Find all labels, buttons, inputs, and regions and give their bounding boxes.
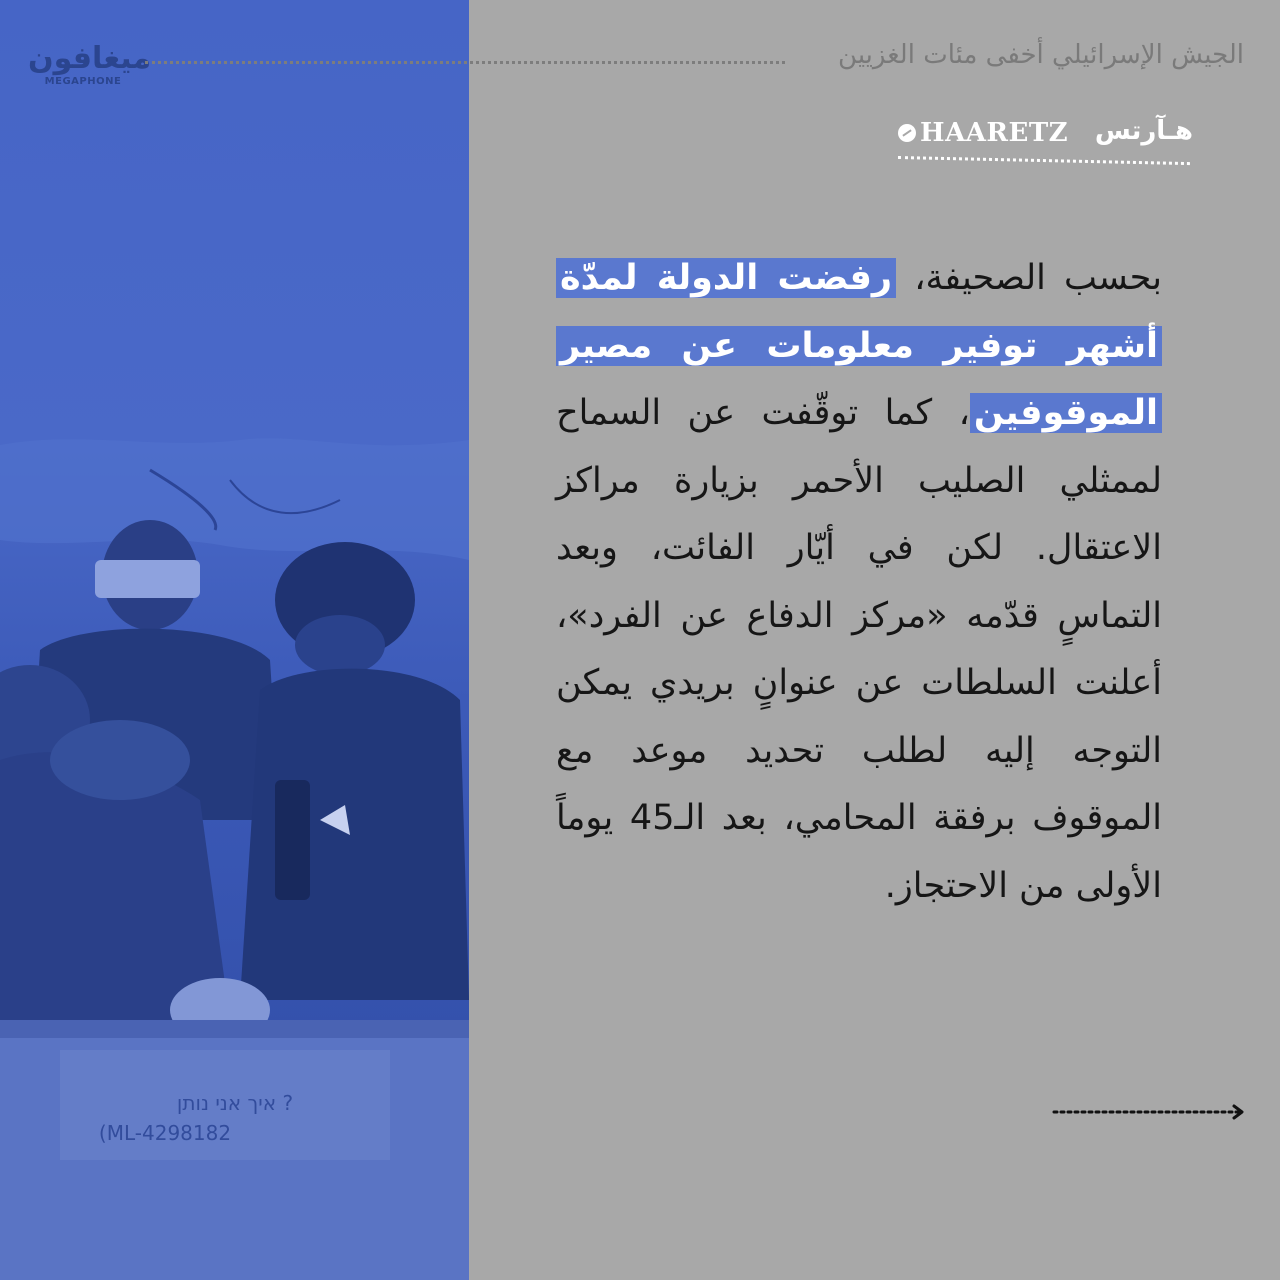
- megaphone-logo: [28, 41, 152, 102]
- paragraph-rest: ، كما توقّفت عن السماح لممثلي الصليب الأحمر بزيارة مراكز الاعتقال. لكن في أيّار الفائت، وبعد التماسٍ قدّمه «مركز الدفاع عن الفرد»، أعلنت السلطات عن عنوانٍ بريدي يمكن التوجه إليه لطلب تحديد موعد مع الموقوف برفقة المحامي، بعد الـ45 يوماً الأولى من الاحتجاز.: [556, 393, 1162, 906]
- dotted-arrow-right-icon[interactable]: [1052, 1104, 1247, 1120]
- crate-text-line1: איך אני נותן ?: [176, 1091, 294, 1115]
- article-paragraph: [556, 245, 1162, 920]
- haaretz-emblem-icon: [898, 124, 916, 142]
- haaretz-logo-english: HAARETZ: [920, 118, 1069, 148]
- paragraph-highlight: رفضت الدولة لمدّة أشهر توفير معلومات عن مصير الموقوفين: [556, 258, 1162, 433]
- haaretz-logo: [898, 118, 1068, 148]
- megaphone-logo-arabic: ميغافون: [28, 41, 152, 76]
- source-badge: [898, 112, 1193, 174]
- source-dotted-underline: [898, 156, 1190, 165]
- header-dotted-line: [145, 61, 785, 64]
- paragraph-intro: بحسب الصحيفة،: [896, 258, 1162, 298]
- crate-text-line2: (ML-4298182: [98, 1121, 232, 1145]
- megaphone-logo-english: MEGAPHONE: [44, 76, 122, 87]
- haaretz-logo-arabic: هـآرتس: [1094, 116, 1193, 146]
- photo-panel: [0, 0, 469, 1280]
- detainees-photo: [0, 0, 469, 1280]
- page-title: الجيش الإسرائيلي أخفى مئات الغزيين: [838, 40, 1244, 70]
